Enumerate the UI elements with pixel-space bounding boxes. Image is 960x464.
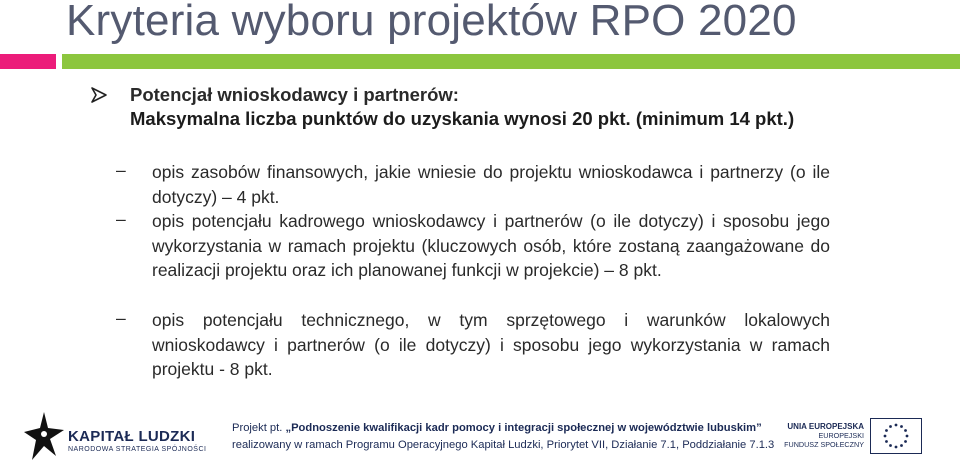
eu-star bbox=[889, 425, 892, 428]
project-info-line-1 bbox=[232, 420, 774, 437]
dash-bullet: – bbox=[116, 209, 126, 229]
kapital-ludzki-subtitle: NARODOWA STRATEGIA SPÓJNOŚCI bbox=[68, 446, 207, 453]
project-info-line-2: realizowany w ramach Programu Operacyjnego Kapitał Ludzki, Priorytet VII, Działanie 7.1, Poddziałanie 7.1.3 bbox=[232, 438, 775, 451]
criteria-item-technical: opis potencjału technicznego, w tym sprzętowego i warunków lokalowych wnioskodawcy i partnerów (o ile dotyczy) i sposobu jego wykorzystania w ramach projektu - 8 pkt. bbox=[152, 310, 830, 380]
heading-line-1: Potencjał wnioskodawcy i partnerów: bbox=[130, 84, 459, 105]
eu-star bbox=[895, 424, 898, 427]
criteria-item-staff: opis potencjału kadrowego wnioskodawcy i partnerów (o ile dotyczy) i sposobu jego wykorzystania w ramach projektu (kluczowych osób, które zostaną zaangażowane do realizacji projektu oraz ich planowanej funkcji w projekcie) – 8 pkt. bbox=[152, 211, 830, 281]
accent-bar-pink bbox=[0, 54, 56, 69]
project-name: „Podnoszenie kwalifikacji kadr pomocy i integracji społecznej w województwie lubuskim” bbox=[285, 422, 762, 434]
eu-star bbox=[885, 429, 888, 432]
dash-bullet: – bbox=[116, 160, 126, 180]
project-prefix: Projekt pt. bbox=[232, 422, 286, 434]
kapital-ludzki-logo bbox=[22, 410, 222, 464]
kapital-ludzki-star-icon bbox=[22, 410, 66, 464]
kapital-ludzki-name: KAPITAŁ LUDZKI bbox=[68, 428, 196, 445]
eu-star bbox=[884, 435, 887, 438]
scanned-document bbox=[80, 76, 960, 396]
dash-bullet: – bbox=[116, 308, 126, 328]
eu-star bbox=[904, 429, 907, 432]
accent-bar-green bbox=[62, 54, 960, 69]
eu-star bbox=[889, 444, 892, 447]
eu-star bbox=[900, 444, 903, 447]
criteria-item-financial: opis zasobów finansowych, jakie wniesie do projektu wnioskodawca i partnerzy (o ile dotyczy) – 4 pkt. bbox=[152, 162, 830, 207]
arrow-bullet-icon bbox=[90, 86, 108, 104]
eu-label bbox=[784, 422, 864, 449]
slide-title: Kryteria wyboru projektów RPO 2020 bbox=[66, 0, 797, 45]
eu-star bbox=[904, 440, 907, 443]
eu-label-line-1: UNIA EUROPEJSKA bbox=[787, 422, 864, 431]
eu-star bbox=[895, 446, 898, 449]
eu-label-line-3: FUNDUSZ SPOŁECZNY bbox=[784, 440, 864, 449]
eu-star bbox=[906, 435, 909, 438]
eu-label-line-2: EUROPEJSKI bbox=[818, 431, 864, 440]
eu-flag-icon bbox=[870, 418, 922, 454]
eu-star bbox=[900, 425, 903, 428]
eu-star bbox=[885, 440, 888, 443]
project-info bbox=[232, 420, 774, 453]
heading-line-2: Maksymalna liczba punktów do uzyskania wynosi 20 pkt. (minimum 14 pkt.) bbox=[130, 108, 795, 129]
